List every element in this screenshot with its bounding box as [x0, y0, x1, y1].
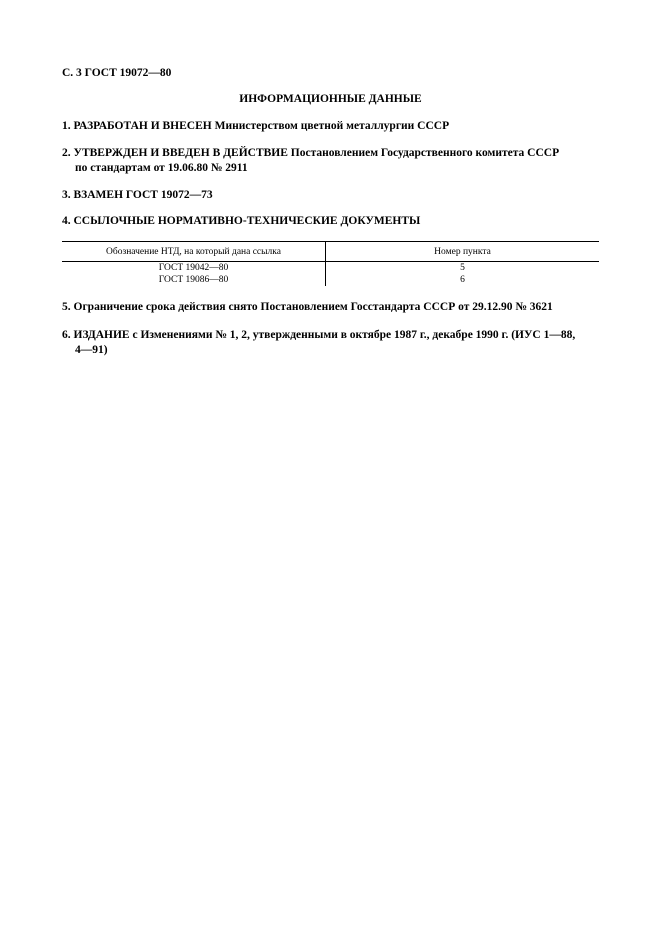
- item-number: 6.: [62, 329, 71, 341]
- item-number: 4.: [62, 215, 71, 227]
- item-lead: ИЗДАНИЕ: [73, 329, 130, 341]
- table-cell-document: ГОСТ 19086—80: [62, 274, 326, 286]
- item-text: с Изменениями № 1, 2, утвержденными в октябре 1987 г., декабре 1990 г. (ИУС 1—88,: [132, 329, 576, 341]
- item-number: 5.: [62, 301, 71, 313]
- item-lead: Ограничение срока действия снято Постановлением Госстандарта СССР от 29.12.90 № 3621: [73, 301, 553, 313]
- info-item-6: [62, 328, 602, 358]
- table-header-row: [62, 242, 599, 262]
- item-lead: РАЗРАБОТАН И ВНЕСЕН: [73, 120, 212, 132]
- item-number: 3.: [62, 189, 71, 201]
- column-header-document: Обозначение НТД, на который дана ссылка: [62, 242, 326, 262]
- table-cell-document: ГОСТ 19042—80: [62, 262, 326, 275]
- table-row: [62, 274, 599, 286]
- item-text: Постановлением Государственного комитета СССР: [290, 147, 560, 159]
- item-number: 2.: [62, 147, 71, 159]
- info-item-4: [62, 214, 602, 229]
- info-item-5: [62, 300, 602, 315]
- reference-documents-table: [62, 241, 599, 286]
- table-cell-clause: 5: [460, 263, 465, 273]
- table-row: [62, 262, 599, 275]
- item-number: 1.: [62, 120, 71, 132]
- page-header: С. 3 ГОСТ 19072—80: [62, 67, 172, 79]
- item-lead: ССЫЛОЧНЫЕ НОРМАТИВНО-ТЕХНИЧЕСКИЕ ДОКУМЕНТЫ: [73, 215, 421, 227]
- item-text: Министерством цветной металлургии СССР: [214, 120, 450, 132]
- section-title: ИНФОРМАЦИОННЫЕ ДАННЫЕ: [239, 93, 422, 105]
- item-continuation: по стандартам от 19.06.80 № 2911: [75, 162, 248, 174]
- item-lead: УТВЕРЖДЕН И ВВЕДЕН В ДЕЙСТВИЕ: [73, 147, 288, 159]
- item-lead: ВЗАМЕН ГОСТ 19072—73: [73, 189, 213, 201]
- info-item-3: [62, 188, 602, 203]
- column-header-clause: Номер пункта: [326, 242, 600, 262]
- info-item-2: [62, 146, 602, 176]
- item-continuation: 4—91): [75, 344, 108, 356]
- info-item-1: [62, 119, 602, 134]
- table-cell-clause: 6: [460, 275, 465, 285]
